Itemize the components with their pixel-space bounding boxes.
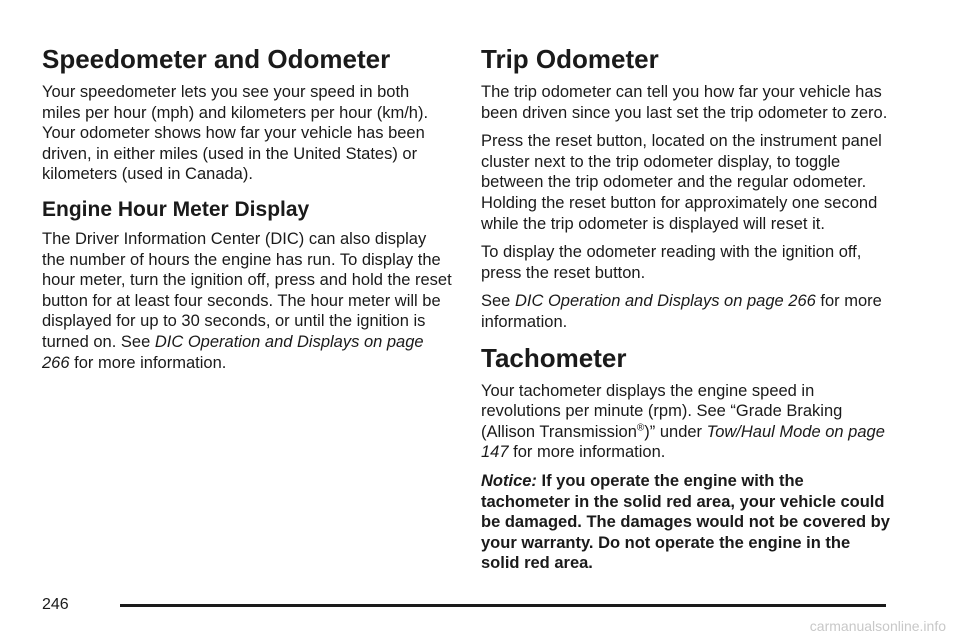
tachometer-notice bbox=[481, 471, 891, 574]
speedometer-body: Your speedometer lets you see your speed in both miles per hour (mph) and kilometers per hour (km/h). Your odometer shows how far your vehicle has been driven, in either miles (used in the United States) or kilometers (used in Canada). bbox=[42, 83, 429, 184]
trip-odometer-p1: The trip odometer can tell you how far your vehicle has been driven since you last set the trip odometer to zero. bbox=[481, 83, 888, 122]
trip-odometer-p3: To display the odometer reading with the ignition off, press the reset button. bbox=[481, 243, 862, 282]
engine-hour-heading: Engine Hour Meter Display bbox=[42, 197, 310, 221]
tow-haul-link[interactable]: Tow/Haul Mode on page 147 bbox=[481, 422, 885, 462]
trip-odometer-p2: Press the reset button, located on the instrument panel cluster next to the trip odometer display, to toggle between the trip odometer and the regular odometer. Holding the reset button for approximately one second while the trip odometer is displayed will reset it. bbox=[481, 132, 882, 233]
left-column bbox=[42, 44, 452, 381]
notice-text: If you operate the engine with the tachometer in the solid red area, your vehicle could be damaged. The damages would not be covered by your warranty. Do not operate the engine in the solid red area. bbox=[481, 471, 890, 573]
notice-label: Notice: bbox=[481, 471, 537, 490]
trip-dic-link[interactable]: DIC Operation and Displays on page 266 bbox=[514, 292, 816, 311]
watermark: carmanualsonline.info bbox=[809, 618, 946, 634]
tach-text-tail: for more information. bbox=[508, 443, 666, 462]
engine-hour-link[interactable]: DIC Operation and Displays on page 266 bbox=[42, 332, 424, 372]
tach-text-pre: Your tachometer displays the engine speed in revolutions per minute (rpm). See “Grade Braking (Allison Transmission bbox=[481, 381, 843, 441]
engine-hour-text: The Driver Information Center (DIC) can also display the number of hours the engine has run. To display the hour meter, turn the ignition off, press and hold the reset button for at least four seconds. The hour meter will be displayed for up to 30 seconds, or until the ignition is turned on. See bbox=[42, 229, 452, 351]
footer-rule bbox=[120, 604, 886, 607]
trip-see-text: See bbox=[481, 292, 515, 311]
page-number: 246 bbox=[42, 596, 69, 613]
right-column bbox=[481, 44, 891, 582]
engine-hour-body bbox=[42, 229, 452, 373]
tachometer-p1 bbox=[481, 381, 891, 463]
tachometer-heading: Tachometer bbox=[481, 342, 627, 373]
trip-tail-text: for more information. bbox=[481, 292, 882, 331]
speedometer-heading: Speedometer and Odometer bbox=[42, 44, 391, 74]
trip-odometer-p4 bbox=[481, 291, 891, 332]
engine-hour-tail: for more information. bbox=[69, 353, 227, 372]
registered-mark: ® bbox=[636, 422, 645, 434]
tach-text-mid: )” under bbox=[644, 422, 707, 441]
trip-odometer-heading: Trip Odometer bbox=[481, 44, 659, 74]
